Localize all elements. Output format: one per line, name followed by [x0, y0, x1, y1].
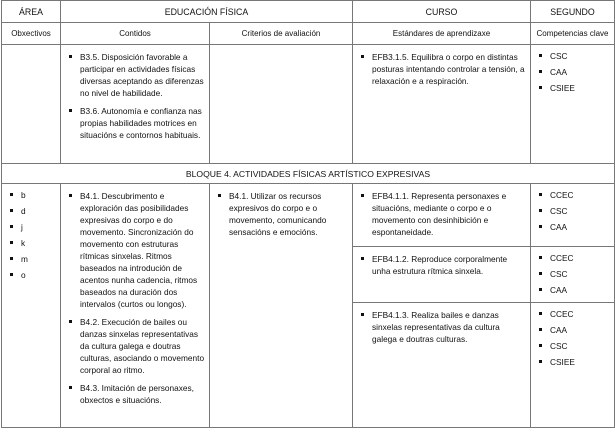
list-item: CSC [539, 50, 610, 62]
list-item: B4.1. Descubrimento e exploración das posibilidades expresivas do corpo e do movemento. Sincronización do movemento con estruturas rítmicas sinxelas. Ritmos baseados na introdución de acentos nunha cadencia, ritmos baseados na duración dos intervalos (curtos ou longos). [69, 190, 205, 310]
header-row-2 [2, 23, 615, 45]
list-item: j [10, 221, 56, 233]
list-item: d [10, 205, 56, 217]
list-item: CAA [539, 221, 610, 233]
list-item: CAA [539, 66, 610, 78]
list-item: EFB4.1.3. Realiza bailes e danzas sinxelas representativas da cultura galega e doutras culturas. [361, 309, 526, 345]
block4-competencias-3 [531, 303, 615, 428]
list-item: B3.6. Autonomía e confianza nas propias habilidades motrices en situacións e contornos habituais. [69, 105, 205, 141]
list-item: CCEC [539, 308, 610, 320]
block4-estandar-3 [353, 303, 531, 428]
list-item: CSC [539, 268, 610, 280]
list-item: CCEC [539, 189, 610, 201]
list-item: CSC [539, 205, 610, 217]
list-item: CSC [539, 340, 610, 352]
block4-estandar-1 [353, 184, 531, 247]
col-criterios: Criterios de avaliación [210, 23, 353, 45]
list-item: EFB4.1.2. Reproduce corporalmente unha estrutura rítmica sinxela. [361, 253, 526, 277]
block4-objectivos [2, 184, 61, 428]
col-estandares: Estándares de aprendizaxe [353, 23, 531, 45]
col-objectivos: Obxectivos [2, 23, 61, 45]
list-item: EFB4.1.1. Representa personaxes e situacións, mediante o corpo e o movemento con desinhibición e espontaneidade. [361, 190, 526, 238]
block4-estandar-2 [353, 247, 531, 303]
block3-estandares [353, 45, 531, 164]
curriculum-table [1, 0, 615, 428]
list-item: CAA [539, 284, 610, 296]
list-item: k [10, 237, 56, 249]
block4-competencias-1 [531, 184, 615, 247]
header-row-1 [2, 1, 615, 23]
list-item: m [10, 253, 56, 265]
list-item: B4.2. Execución de bailes ou danzas sinxelas representativas da cultura galega e doutras culturas, asociando o movemento corporal ao ritmo. [69, 316, 205, 376]
list-item: CCEC [539, 252, 610, 264]
block4-competencias-2 [531, 247, 615, 303]
subject-title: EDUCACIÓN FÍSICA [61, 1, 353, 23]
block3-criterios [210, 45, 353, 164]
list-item: b [10, 189, 56, 201]
list-item: CSIEE [539, 82, 610, 94]
list-item: CSIEE [539, 356, 610, 368]
block3-row [2, 45, 615, 164]
block4-criterios [210, 184, 353, 428]
block3-contidos [61, 45, 210, 164]
col-contidos: Contidos [61, 23, 210, 45]
list-item: CAA [539, 324, 610, 336]
curso-value: SEGUNDO [531, 1, 615, 23]
area-label: ÁREA [2, 1, 61, 23]
block3-objectivos [2, 45, 61, 164]
list-item: o [10, 269, 56, 281]
list-item: B4.1. Utilizar os recursos expresivos do corpo e o movemento, comunicando sensacións e emocións. [218, 190, 348, 238]
block4-title-row [2, 164, 615, 184]
block4-contidos [61, 184, 210, 428]
curso-label: CURSO [353, 1, 531, 23]
block4-row-1 [2, 184, 615, 247]
block3-competencias [531, 45, 615, 164]
block4-title: BLOQUE 4. ACTIVIDADES FÍSICAS ARTÍSTICO EXPRESIVAS [2, 164, 615, 184]
list-item: B3.5. Disposición favorable a participar en actividades físicas diversas aceptando as diferenzas no nivel de habilidade. [69, 51, 205, 99]
list-item: EFB3.1.5. Equilibra o corpo en distintas posturas intentando controlar a tensión, a relaxación e a respiración. [361, 51, 526, 87]
col-competencias: Competencias clave [531, 23, 615, 45]
list-item: B4.3. Imitación de personaxes, obxectos e situacións. [69, 382, 205, 406]
